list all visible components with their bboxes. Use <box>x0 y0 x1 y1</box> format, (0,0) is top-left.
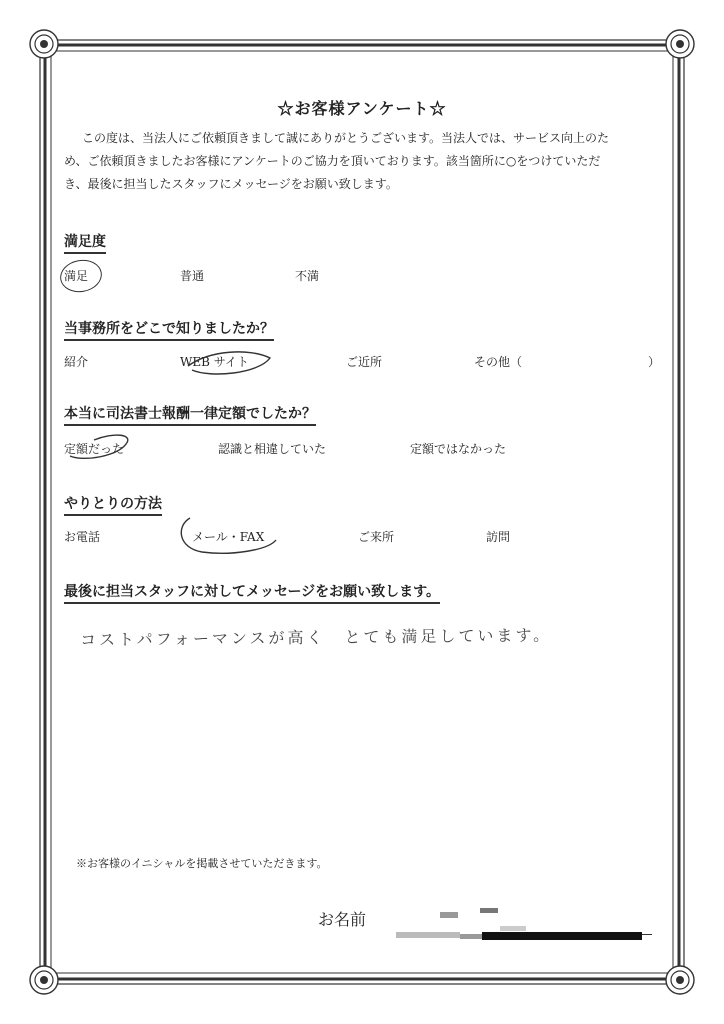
section-title-contact-method: やりとりの方法 <box>64 495 162 516</box>
option-phone[interactable]: お電話 <box>64 530 101 544</box>
intro-line-3: き、最後に担当したスタッフにメッセージをお願い致します。 <box>64 177 398 191</box>
option-other[interactable]: その他（ <box>474 355 523 369</box>
intro-line-2: め、ご依頼頂きましたお客様にアンケートのご協力を頂いております。該当箇所に○をつけていただ <box>64 154 601 168</box>
section-title-flat-fee: 本当に司法書士報酬一律定額でしたか？ <box>64 405 316 426</box>
option-referral[interactable]: 紹介 <box>64 355 89 369</box>
option-flat-fee-no[interactable]: 定額ではなかった <box>410 442 507 456</box>
option-other-closing-paren: ） <box>648 355 661 369</box>
corner-ornament-bottom-right <box>666 966 694 994</box>
option-normal[interactable]: 普通 <box>180 269 205 283</box>
corner-ornament-bottom-left <box>30 966 58 994</box>
option-email-fax[interactable]: メール・FAX <box>192 530 265 544</box>
option-home-visit[interactable]: 訪問 <box>486 530 511 544</box>
corner-ornament-top-right <box>666 30 694 58</box>
name-label: お名前 <box>318 910 367 929</box>
survey-title: ☆お客様アンケート☆ <box>277 99 447 118</box>
section-title-message: 最後に担当スタッフに対してメッセージをお願い致します。 <box>64 583 440 604</box>
option-dissatisfied[interactable]: 不満 <box>295 269 320 283</box>
corner-ornament-top-left <box>30 30 58 58</box>
option-visit-office[interactable]: ご来所 <box>358 530 395 544</box>
intro-line-1: この度は、当法人にご依頼頂きまして誠にありがとうございます。当法人では、サービス向上のた <box>82 131 610 145</box>
intro-text <box>64 127 668 196</box>
option-website[interactable]: WEB サイト <box>180 355 249 369</box>
selection-circle-email-fax <box>172 512 282 558</box>
option-flat-fee-yes[interactable]: 定額だった <box>64 442 125 456</box>
section-title-source: 当事務所をどこで知りましたか？ <box>64 320 274 341</box>
option-satisfied[interactable]: 満足 <box>64 269 89 283</box>
section-title-satisfaction: 満足度 <box>64 233 106 254</box>
option-flat-fee-different[interactable]: 認識と相違していた <box>218 442 327 456</box>
selection-circle-flat-fee-yes <box>64 426 140 466</box>
initials-note: ※お客様のイニシャルを掲載させていただきます。 <box>76 857 328 870</box>
selection-circle-website <box>180 344 276 380</box>
handwritten-message: コストパフォーマンスが高く とても満足しています。 <box>79 625 553 650</box>
option-neighborhood[interactable]: ご近所 <box>346 355 383 369</box>
